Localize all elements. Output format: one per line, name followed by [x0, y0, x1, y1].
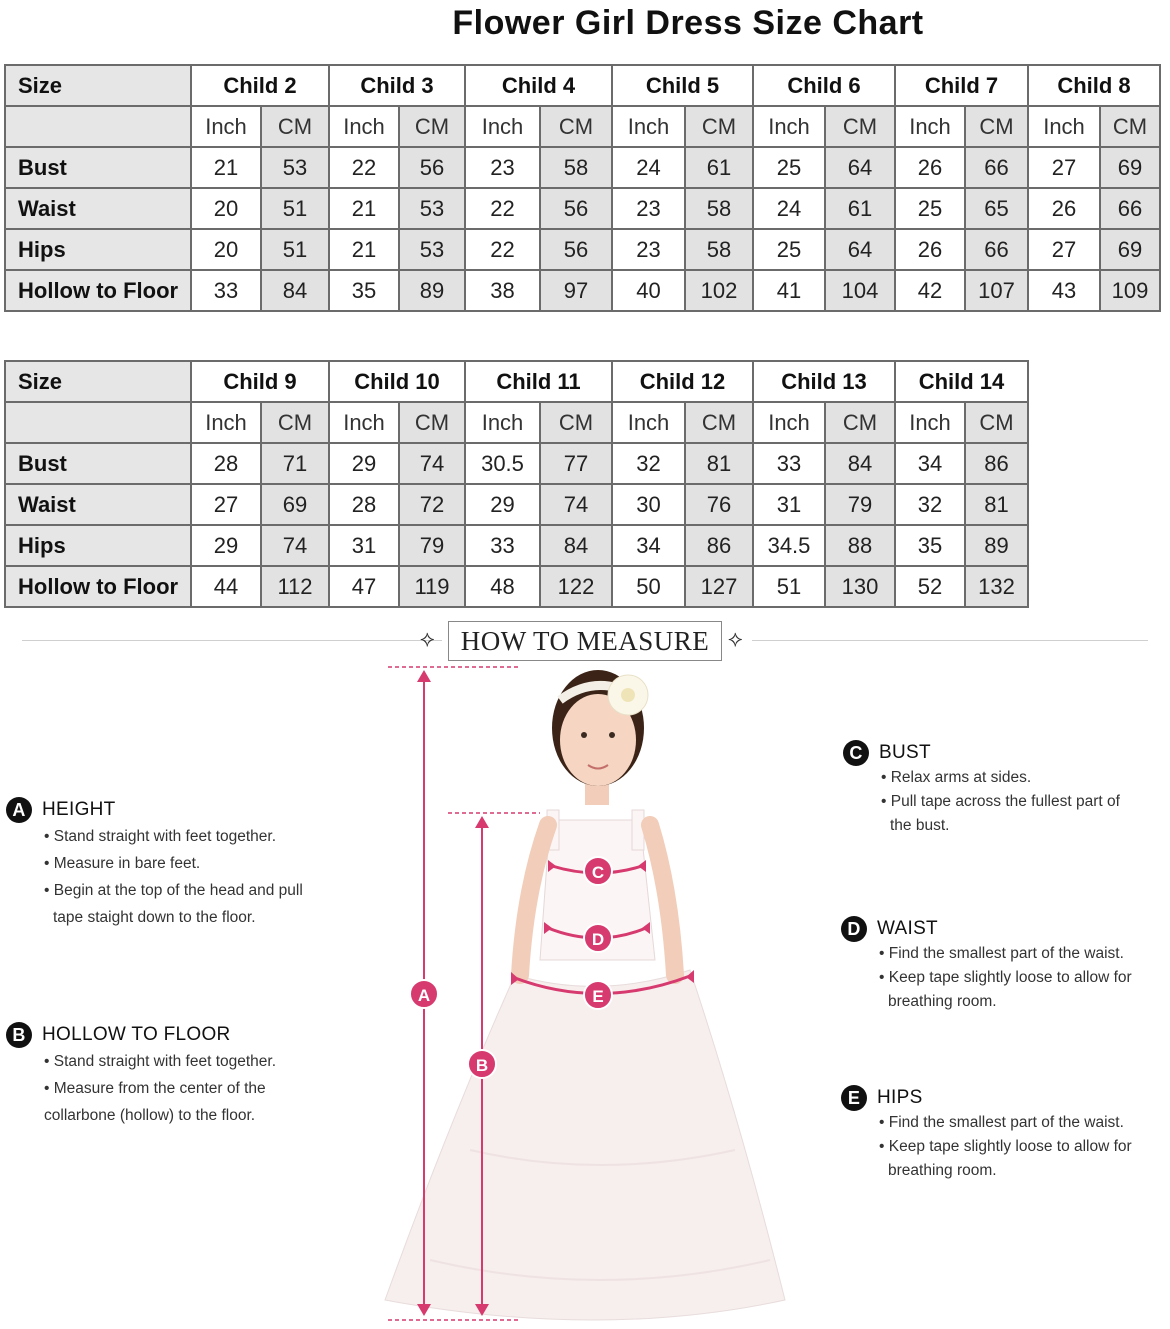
label-a-marker [410, 980, 438, 1008]
cell-inch: 26 [1028, 188, 1100, 229]
cell-cm: 84 [540, 525, 612, 566]
cell-inch: 40 [612, 270, 685, 311]
unit-inch: Inch [612, 402, 685, 443]
cell-inch: 32 [612, 443, 685, 484]
badge-c: C [843, 740, 869, 766]
cell-cm: 53 [399, 229, 465, 270]
cell-inch: 33 [753, 443, 825, 484]
cell-cm: 89 [965, 525, 1028, 566]
section-bust [843, 739, 1163, 838]
cell-cm: 81 [965, 484, 1028, 525]
cell-inch: 34 [895, 443, 965, 484]
cell-cm: 79 [825, 484, 895, 525]
label-d-text: D [591, 930, 605, 949]
cell-cm: 64 [825, 147, 895, 188]
label-b-text: B [475, 1056, 489, 1075]
cell-cm: 109 [1100, 270, 1160, 311]
cell-cm: 61 [685, 147, 753, 188]
cell-inch: 28 [191, 443, 261, 484]
size-header: Child 10 [329, 361, 465, 402]
section-bust-title: BUST [879, 742, 931, 763]
cell-inch: 32 [895, 484, 965, 525]
cell-inch: 24 [612, 147, 685, 188]
cell-inch: 35 [329, 270, 399, 311]
cell-cm: 130 [825, 566, 895, 607]
cell-cm: 61 [825, 188, 895, 229]
cell-inch: 23 [612, 229, 685, 270]
unit-inch: Inch [1028, 106, 1100, 147]
cell-inch: 33 [465, 525, 540, 566]
cell-cm: 84 [825, 443, 895, 484]
bullet: collarbone (hollow) to the floor. [44, 1107, 256, 1124]
unit-inch: Inch [753, 106, 825, 147]
unit-cm: CM [261, 106, 329, 147]
unit-inch: Inch [191, 106, 261, 147]
cell-cm: 53 [399, 188, 465, 229]
cell-inch: 27 [1028, 147, 1100, 188]
cell-cm: 104 [825, 270, 895, 311]
cell-inch: 20 [191, 229, 261, 270]
size-header: Child 3 [329, 65, 465, 106]
row-label: Waist [5, 484, 191, 525]
cell-cm: 69 [1100, 147, 1160, 188]
cell-inch: 20 [191, 188, 261, 229]
cell-inch: 25 [753, 229, 825, 270]
cell-inch: 44 [191, 566, 261, 607]
size-header: Child 7 [895, 65, 1028, 106]
unit-cm: CM [965, 106, 1028, 147]
unit-inch: Inch [753, 402, 825, 443]
bullet: • Find the smallest part of the waist. [879, 1114, 1124, 1131]
cell-inch: 25 [753, 147, 825, 188]
ornament-right-icon: ⟡ [728, 626, 743, 651]
unit-inch: Inch [329, 106, 399, 147]
row-label: Bust [5, 443, 191, 484]
bullet: • Begin at the top of the head and pull [44, 882, 303, 899]
bullet: • Relax arms at sides. [881, 769, 1032, 786]
bullet: • Measure in bare feet. [44, 855, 201, 872]
cell-cm: 76 [685, 484, 753, 525]
size-header: Child 11 [465, 361, 612, 402]
bullet: • Stand straight with feet together. [44, 1053, 277, 1070]
cell-cm: 107 [965, 270, 1028, 311]
size-header: Child 6 [753, 65, 895, 106]
size-header: Child 14 [895, 361, 1028, 402]
cell-inch: 52 [895, 566, 965, 607]
unit-inch: Inch [465, 402, 540, 443]
unit-cm: CM [399, 106, 465, 147]
cell-inch: 47 [329, 566, 399, 607]
cell-inch: 51 [753, 566, 825, 607]
cell-inch: 43 [1028, 270, 1100, 311]
unit-inch: Inch [465, 106, 540, 147]
size-header: Child 4 [465, 65, 612, 106]
row-label: Bust [5, 147, 191, 188]
unit-inch: Inch [895, 106, 965, 147]
cell-inch: 22 [465, 229, 540, 270]
page-title: Flower Girl Dress Size Chart [452, 4, 924, 42]
cell-cm: 51 [261, 229, 329, 270]
cell-inch: 38 [465, 270, 540, 311]
cell-inch: 30 [612, 484, 685, 525]
cell-inch: 26 [895, 229, 965, 270]
section-waist [841, 915, 1166, 1014]
cell-cm: 74 [399, 443, 465, 484]
cell-inch: 50 [612, 566, 685, 607]
cell-cm: 132 [965, 566, 1028, 607]
label-c-marker [584, 857, 612, 885]
bullet: breathing room. [888, 1162, 997, 1179]
cell-inch: 27 [1028, 229, 1100, 270]
row-label: Hips [5, 525, 191, 566]
unit-cm: CM [825, 106, 895, 147]
cell-inch: 22 [465, 188, 540, 229]
unit-cm: CM [540, 402, 612, 443]
cell-cm: 56 [540, 188, 612, 229]
size-header: Child 8 [1028, 65, 1160, 106]
size-header: Child 5 [612, 65, 753, 106]
cell-inch: 22 [329, 147, 399, 188]
cell-inch: 29 [329, 443, 399, 484]
bullet: tape staight down to the floor. [53, 909, 256, 926]
cell-inch: 29 [191, 525, 261, 566]
ornament-left-icon: ⟡ [420, 626, 435, 651]
section-hollow-title: HOLLOW TO FLOOR [42, 1024, 231, 1045]
cell-inch: 23 [465, 147, 540, 188]
unit-cm: CM [399, 402, 465, 443]
cell-cm: 74 [261, 525, 329, 566]
cell-cm: 53 [261, 147, 329, 188]
bullet: • Stand straight with feet together. [44, 828, 277, 845]
cell-cm: 58 [540, 147, 612, 188]
section-height-title: HEIGHT [42, 799, 116, 820]
cell-cm: 51 [261, 188, 329, 229]
cell-cm: 102 [685, 270, 753, 311]
cell-cm: 58 [685, 229, 753, 270]
size-label: Size [5, 65, 191, 106]
cell-cm: 58 [685, 188, 753, 229]
cell-inch: 21 [329, 188, 399, 229]
section-height [6, 796, 366, 931]
size-header: Child 9 [191, 361, 329, 402]
cell-cm: 65 [965, 188, 1028, 229]
cell-inch: 24 [753, 188, 825, 229]
row-label: Hollow to Floor [5, 270, 191, 311]
label-e-text: E [592, 987, 604, 1006]
label-c-text: C [591, 863, 605, 882]
cell-inch: 28 [329, 484, 399, 525]
size-label: Size [5, 361, 191, 402]
cell-cm: 119 [399, 566, 465, 607]
unit-cm: CM [261, 402, 329, 443]
cell-cm: 81 [685, 443, 753, 484]
section-hollow-to-floor [6, 1021, 366, 1129]
cell-inch: 21 [191, 147, 261, 188]
cell-inch: 41 [753, 270, 825, 311]
cell-cm: 66 [1100, 188, 1160, 229]
section-hips-title: HIPS [877, 1087, 923, 1108]
cell-cm: 56 [399, 147, 465, 188]
cell-cm: 66 [965, 147, 1028, 188]
cell-inch: 42 [895, 270, 965, 311]
cell-cm: 88 [825, 525, 895, 566]
unit-inch: Inch [329, 402, 399, 443]
cell-cm: 66 [965, 229, 1028, 270]
bullet: the bust. [890, 817, 950, 834]
unit-inch: Inch [191, 402, 261, 443]
bullet: • Pull tape across the fullest part of [881, 793, 1120, 810]
row-label: Hips [5, 229, 191, 270]
size-header: Child 12 [612, 361, 753, 402]
cell-inch: 27 [191, 484, 261, 525]
cell-inch: 35 [895, 525, 965, 566]
unit-cm: CM [685, 402, 753, 443]
label-d-marker [584, 924, 612, 952]
cell-inch: 34 [612, 525, 685, 566]
badge-d: D [841, 916, 867, 942]
cell-cm: 74 [540, 484, 612, 525]
bullet: • Measure from the center of the [44, 1080, 266, 1097]
row-label: Hollow to Floor [5, 566, 191, 607]
cell-inch: 30.5 [465, 443, 540, 484]
cell-cm: 69 [1100, 229, 1160, 270]
cell-inch: 21 [329, 229, 399, 270]
cell-inch: 29 [465, 484, 540, 525]
unit-cm: CM [1100, 106, 1160, 147]
badge-a: A [6, 797, 32, 823]
unit-cm: CM [825, 402, 895, 443]
unit-inch: Inch [895, 402, 965, 443]
unit-inch: Inch [612, 106, 685, 147]
cell-cm: 84 [261, 270, 329, 311]
cell-inch: 31 [753, 484, 825, 525]
unit-cm: CM [965, 402, 1028, 443]
cell-inch: 33 [191, 270, 261, 311]
bullet: • Keep tape slightly loose to allow for [879, 969, 1132, 986]
unit-cm: CM [685, 106, 753, 147]
label-b-marker [468, 1050, 496, 1078]
bullet: • Keep tape slightly loose to allow for [879, 1138, 1132, 1155]
cell-inch: 26 [895, 147, 965, 188]
cell-cm: 97 [540, 270, 612, 311]
how-to-measure-heading: HOW TO MEASURE [448, 621, 722, 661]
unit-cm: CM [540, 106, 612, 147]
cell-inch: 31 [329, 525, 399, 566]
cell-cm: 127 [685, 566, 753, 607]
cell-inch: 23 [612, 188, 685, 229]
size-header: Child 2 [191, 65, 329, 106]
cell-inch: 34.5 [753, 525, 825, 566]
section-hips [841, 1084, 1166, 1183]
cell-cm: 89 [399, 270, 465, 311]
cell-cm: 122 [540, 566, 612, 607]
row-label: Waist [5, 188, 191, 229]
cell-cm: 72 [399, 484, 465, 525]
cell-cm: 64 [825, 229, 895, 270]
badge-b: B [6, 1022, 32, 1048]
cell-cm: 71 [261, 443, 329, 484]
label-e-marker [584, 981, 612, 1009]
size-header: Child 13 [753, 361, 895, 402]
bullet: breathing room. [888, 993, 997, 1010]
cell-cm: 56 [540, 229, 612, 270]
cell-cm: 77 [540, 443, 612, 484]
dress-skirt [385, 970, 785, 1320]
label-a-text: A [417, 986, 431, 1005]
cell-cm: 112 [261, 566, 329, 607]
cell-cm: 79 [399, 525, 465, 566]
section-waist-title: WAIST [877, 918, 938, 939]
cell-inch: 25 [895, 188, 965, 229]
badge-e: E [841, 1085, 867, 1111]
cell-inch: 48 [465, 566, 540, 607]
cell-cm: 69 [261, 484, 329, 525]
bullet: • Find the smallest part of the waist. [879, 945, 1124, 962]
cell-cm: 86 [965, 443, 1028, 484]
cell-cm: 86 [685, 525, 753, 566]
